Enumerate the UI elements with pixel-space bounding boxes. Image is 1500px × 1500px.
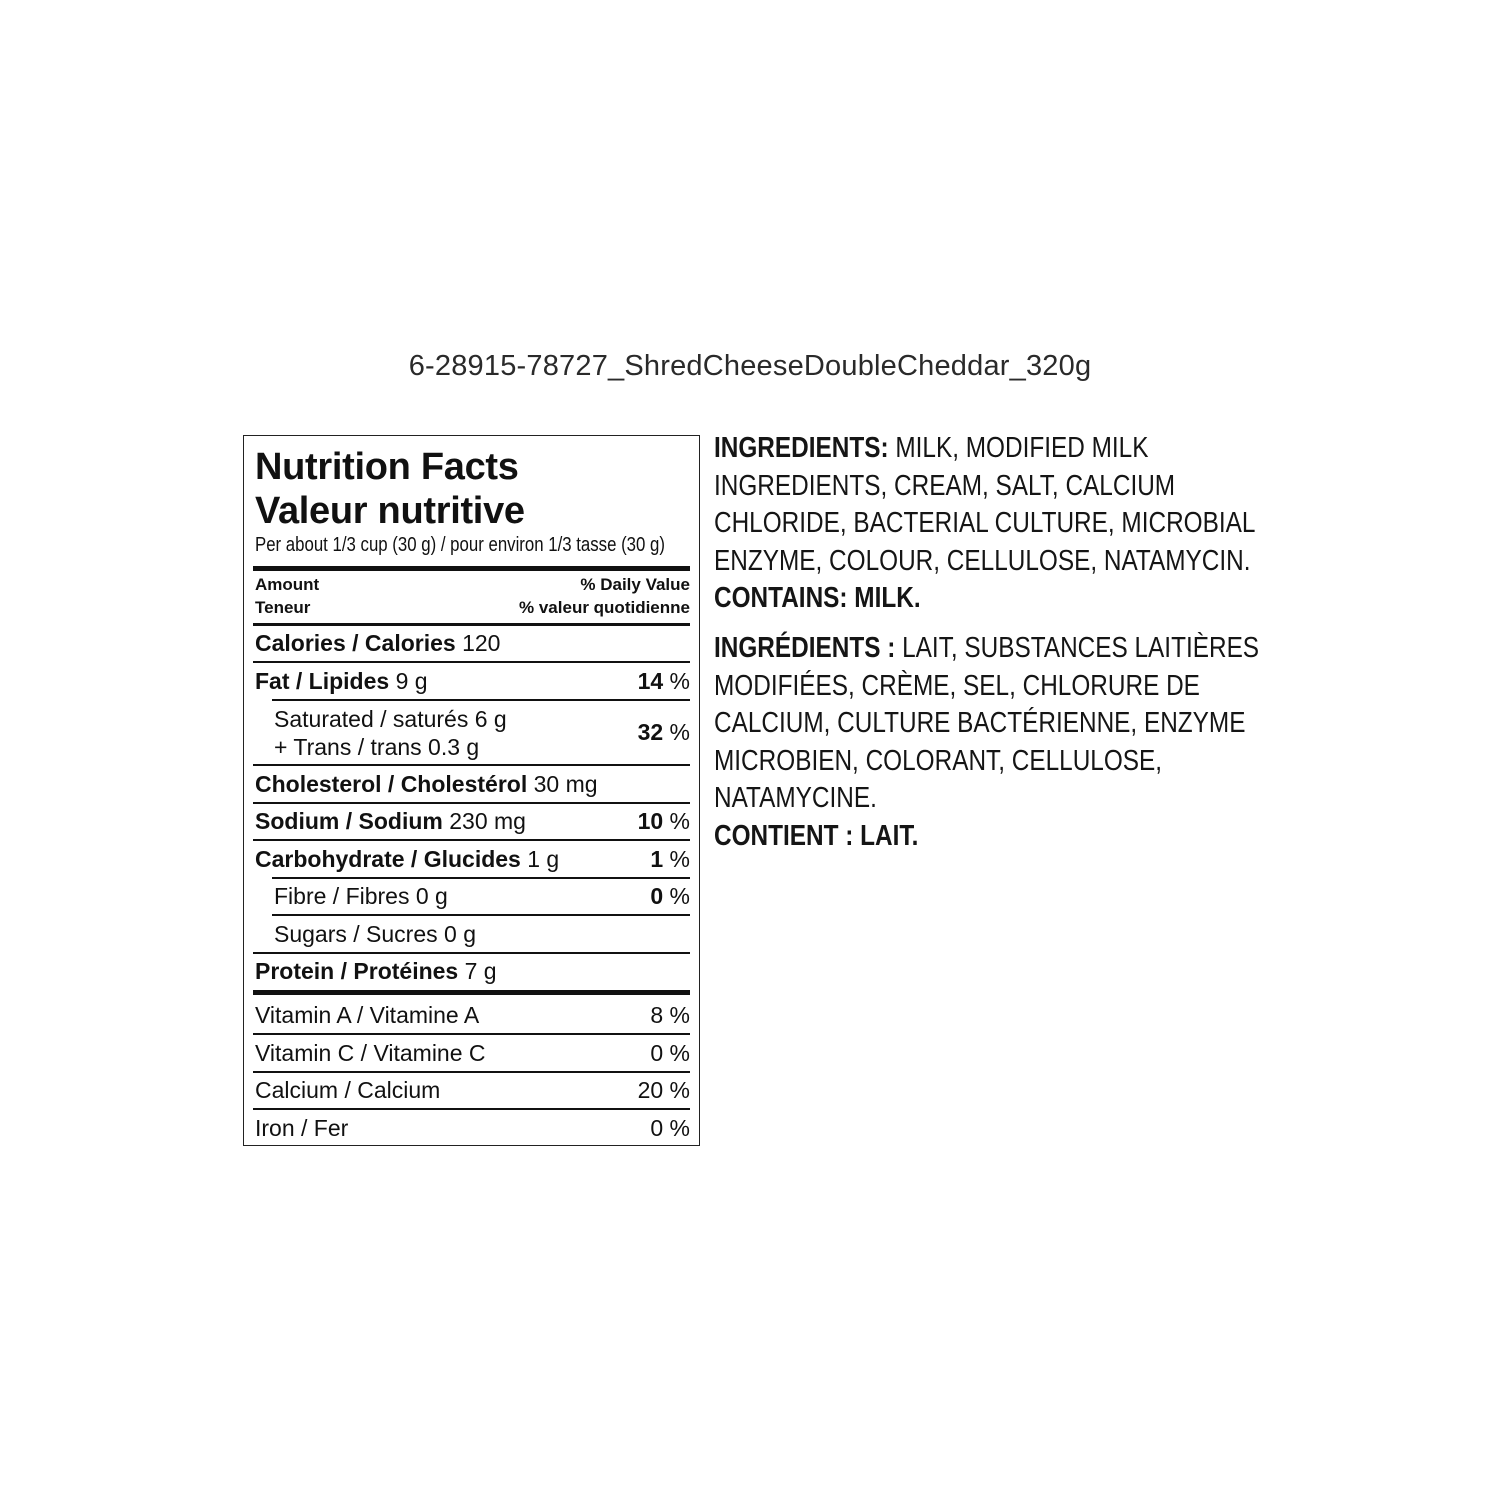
cholesterol-value: 30 mg (533, 771, 598, 797)
protein-label: Protein / Protéines (255, 958, 459, 984)
ingredients-line: MODIFIÉES, CRÈME, SEL, CHLORURE DE (714, 669, 1200, 702)
saturated-dv-unit: % (669, 719, 690, 745)
carbohydrate-dv-number: 1 (650, 846, 664, 872)
contains-statement-en: CONTAINS: MILK. (714, 582, 921, 614)
amount-header-en: Amount (255, 575, 320, 594)
divider (253, 802, 690, 804)
fat-dv-number: 14 (637, 668, 664, 694)
ingredients-line (714, 630, 1302, 668)
fat-daily-value (638, 668, 690, 695)
cholesterol-row (255, 771, 598, 798)
vitamin-c-label: Vitamin C / Vitamine C (255, 1040, 486, 1066)
iron-label: Iron / Fer (255, 1115, 349, 1141)
ingredients-line (714, 430, 1302, 468)
divider (253, 623, 690, 626)
ingredients-text: LAIT, SUBSTANCES LAITIÈRES (895, 632, 1260, 664)
carbohydrate-row (255, 846, 559, 873)
ingredients-fr (714, 630, 1302, 855)
vitamin-c-daily-value: 0 % (650, 1040, 690, 1066)
carbohydrate-label: Carbohydrate / Glucides (255, 846, 521, 872)
ingredients-heading-en: INGREDIENTS: (714, 432, 889, 464)
saturated-dv-number: 32 (637, 719, 664, 745)
protein-value: 7 g (464, 958, 497, 984)
divider (253, 839, 690, 841)
calcium-label: Calcium / Calcium (255, 1077, 441, 1103)
sugars-label: Sugars / Sucres 0 g (274, 921, 476, 947)
calcium-daily-value: 20 % (637, 1077, 690, 1103)
ingredients-line: NATAMYCINE. (714, 782, 877, 814)
ingredients-line: MICROBIEN, COLORANT, CELLULOSE, (714, 744, 1163, 777)
ingredients-line: ENZYME, COLOUR, CELLULOSE, NATAMYCIN. (714, 544, 1251, 577)
sodium-daily-value (638, 808, 690, 835)
calories-row (255, 630, 500, 657)
serving-size: Per about 1/3 cup (30 g) / pour environ 1/3 tasse (30 g) (255, 534, 665, 556)
thick-divider (253, 566, 690, 571)
ingredients-en (714, 430, 1302, 618)
carbohydrate-value: 1 g (527, 846, 560, 872)
trans-label: + Trans / trans 0.3 g (274, 734, 480, 760)
saturated-label: Saturated / saturés 6 g (274, 706, 507, 732)
carbohydrate-dv-unit: % (669, 846, 690, 872)
divider (272, 914, 690, 916)
sodium-value: 230 mg (449, 808, 526, 834)
saturated-daily-value (638, 719, 690, 746)
ingredients-line: CALCIUM, CULTURE BACTÉRIENNE, ENZYME (714, 707, 1246, 739)
fibre-daily-value (650, 883, 690, 910)
calories-value: 120 (462, 630, 501, 656)
carbohydrate-daily-value (650, 846, 690, 873)
nutrition-facts-panel (243, 435, 700, 1146)
iron-daily-value: 0 % (650, 1115, 690, 1141)
vitamin-a-daily-value: 8 % (650, 1002, 690, 1028)
divider (253, 1108, 690, 1110)
daily-value-header-en: % Daily Value (580, 575, 690, 594)
divider (253, 1071, 690, 1073)
divider (253, 764, 690, 766)
cholesterol-label: Cholesterol / Cholestérol (255, 771, 528, 797)
divider (272, 877, 690, 879)
fat-label: Fat / Lipides (255, 668, 390, 694)
daily-value-header-fr: % valeur quotidienne (519, 598, 690, 617)
calories-label: Calories / Calories (255, 630, 456, 656)
fat-row (255, 668, 428, 695)
thick-divider (253, 990, 690, 995)
fibre-dv-unit: % (669, 883, 690, 909)
fat-value: 9 g (395, 668, 428, 694)
sodium-dv-unit: % (669, 808, 690, 834)
amount-header-fr: Teneur (255, 598, 311, 617)
ingredients-line: CHLORIDE, BACTERIAL CULTURE, MICROBIAL (714, 507, 1256, 539)
fibre-dv-number: 0 (650, 883, 664, 909)
protein-row (255, 958, 497, 985)
divider (253, 661, 690, 663)
vitamin-a-label: Vitamin A / Vitamine A (255, 1002, 480, 1028)
ingredients-text: MILK, MODIFIED MILK (888, 432, 1149, 464)
divider (253, 1033, 690, 1035)
file-name-caption: 6-28915-78727_ShredCheeseDoubleCheddar_320g (408, 350, 1092, 382)
fat-dv-unit: % (669, 668, 690, 694)
sodium-label: Sodium / Sodium (255, 808, 443, 834)
fibre-label: Fibre / Fibres 0 g (274, 883, 448, 909)
nutrition-title-en: Nutrition Facts (255, 446, 519, 488)
sodium-dv-number: 10 (637, 808, 664, 834)
nutrition-title-fr: Valeur nutritive (255, 490, 525, 532)
divider (272, 699, 690, 701)
ingredients-heading-fr: INGRÉDIENTS : (714, 632, 896, 664)
contains-statement-fr: CONTIENT : LAIT. (714, 819, 919, 852)
divider (253, 952, 690, 954)
ingredients-line: INGREDIENTS, CREAM, SALT, CALCIUM (714, 469, 1176, 502)
sodium-row (255, 808, 526, 835)
